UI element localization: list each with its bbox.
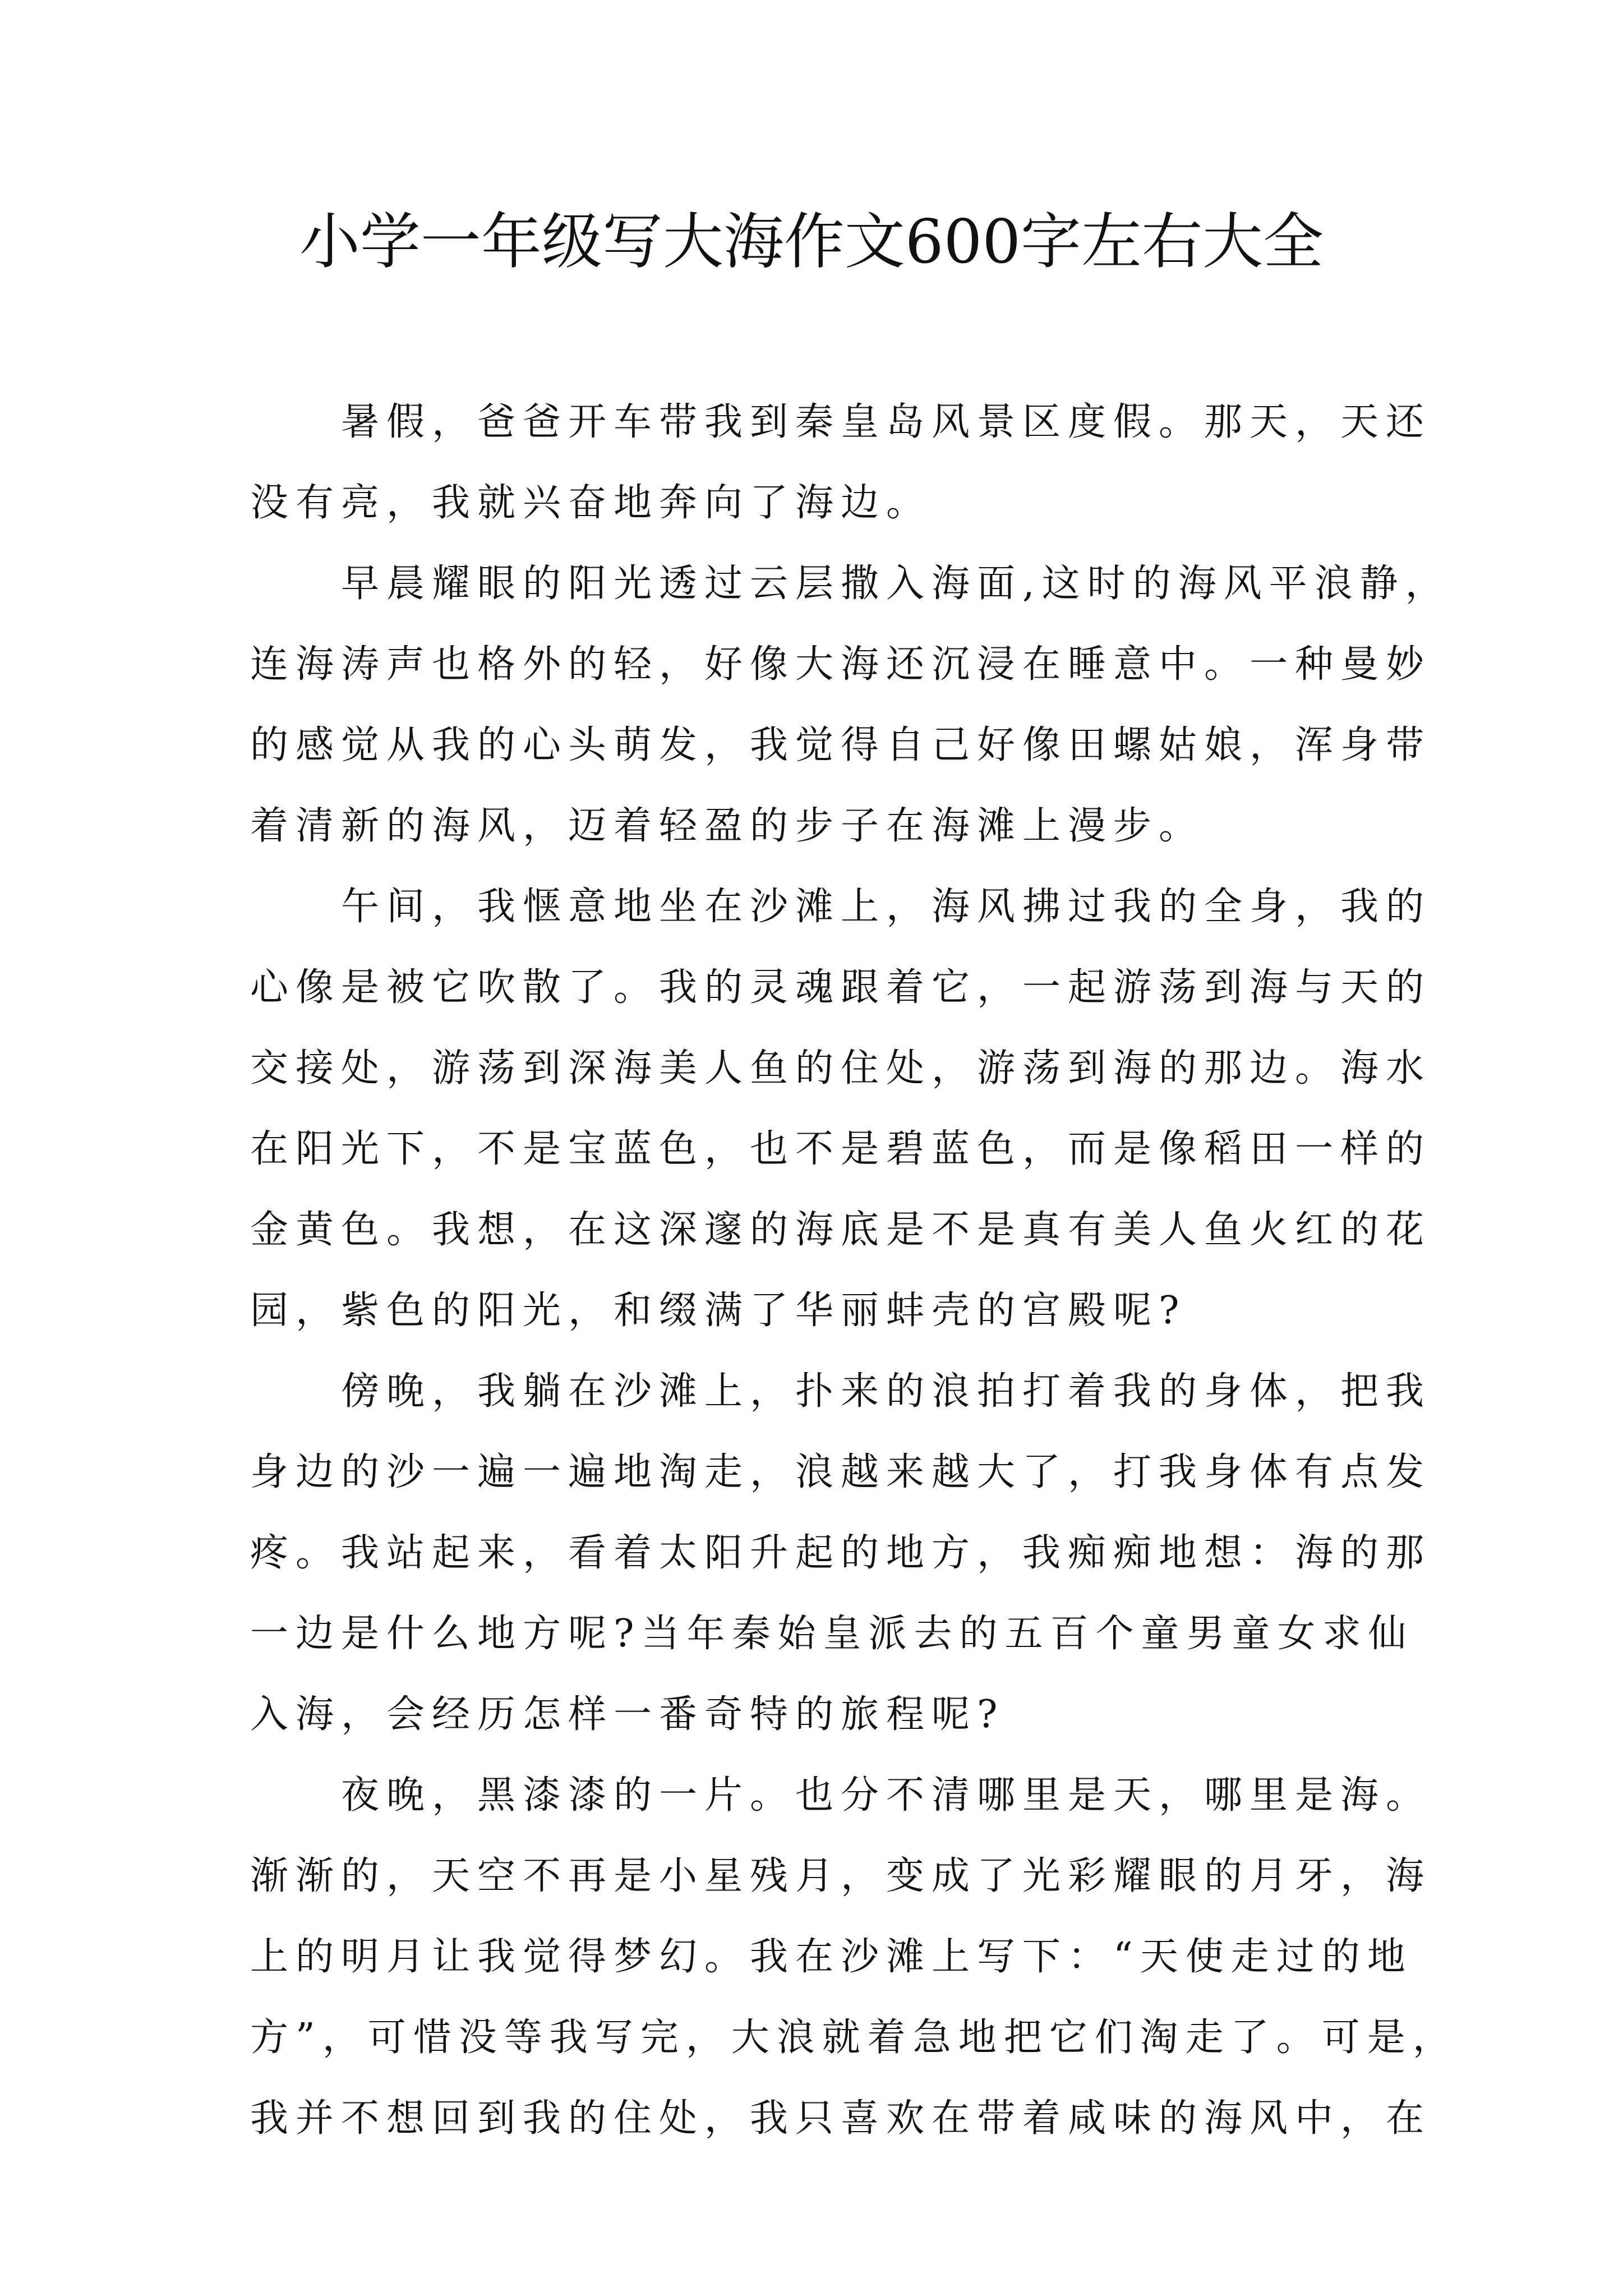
text-line: 心像是被它吹散了。我的灵魂跟着它，一起游荡到海与天的 xyxy=(250,965,1432,1010)
text-line: 在阳光下，不是宝蓝色，也不是碧蓝色，而是像稻田一样的 xyxy=(250,1127,1432,1171)
text-line: 交接处，游荡到深海美人鱼的住处，游荡到海的那边。海水 xyxy=(250,1046,1432,1091)
text-line: 早晨耀眼的阳光透过云层撒入海面,这时的海风平浪静， xyxy=(341,562,1451,606)
text-line: 午间，我惬意地坐在沙滩上，海风拂过我的全身，我的 xyxy=(341,885,1432,929)
text-line: 疼。我站起来，看着太阳升起的地方，我痴痴地想：海的那 xyxy=(250,1531,1432,1575)
text-line: 傍晚，我躺在沙滩上，扑来的浪拍打着我的身体，把我 xyxy=(341,1369,1432,1414)
essay-body xyxy=(250,382,1458,2159)
text-line: 方”，可惜没等我写完，大浪就着急地把它们淘走了。可是， xyxy=(250,2016,1458,2060)
text-line: 暑假，爸爸开车带我到秦皇岛风景区度假。那天，天还 xyxy=(341,400,1432,444)
text-line: 入海，会经历怎样一番奇特的旅程呢? xyxy=(250,1692,1005,1737)
text-line: 上的明月让我觉得梦幻。我在沙滩上写下：“天使走过的地 xyxy=(250,1935,1413,1979)
text-line: 一边是什么地方呢?当年秦始皇派去的五百个童男童女求仙 xyxy=(250,1612,1414,1656)
text-line: 身边的沙一遍一遍地淘走，浪越来越大了，打我身体有点发 xyxy=(250,1450,1432,1494)
text-line: 连海涛声也格外的轻，好像大海还沉浸在睡意中。一种曼妙 xyxy=(250,642,1432,687)
text-line: 没有亮，我就兴奋地奔向了海边。 xyxy=(250,481,932,525)
text-line: 金黄色。我想，在这深邃的海底是不是真有美人鱼火红的花 xyxy=(250,1208,1432,1252)
text-line: 我并不想回到我的住处，我只喜欢在带着咸味的海风中，在 xyxy=(250,2096,1432,2141)
text-line: 渐渐的，天空不再是小星残月，变成了光彩耀眼的月牙，海 xyxy=(250,1854,1432,1898)
text-line: 夜晚，黑漆漆的一片。也分不清哪里是天，哪里是海。 xyxy=(341,1773,1432,1818)
text-line: 的感觉从我的心头萌发，我觉得自己好像田螺姑娘，浑身带 xyxy=(250,723,1432,767)
text-line: 着清新的海风，迈着轻盈的步子在海滩上漫步。 xyxy=(250,804,1205,848)
text-line: 园，紫色的阳光，和缀满了华丽蚌壳的宫殿呢? xyxy=(250,1289,1187,1333)
document-title: 小学一年级写大海作文600字左右大全 xyxy=(299,207,1324,277)
